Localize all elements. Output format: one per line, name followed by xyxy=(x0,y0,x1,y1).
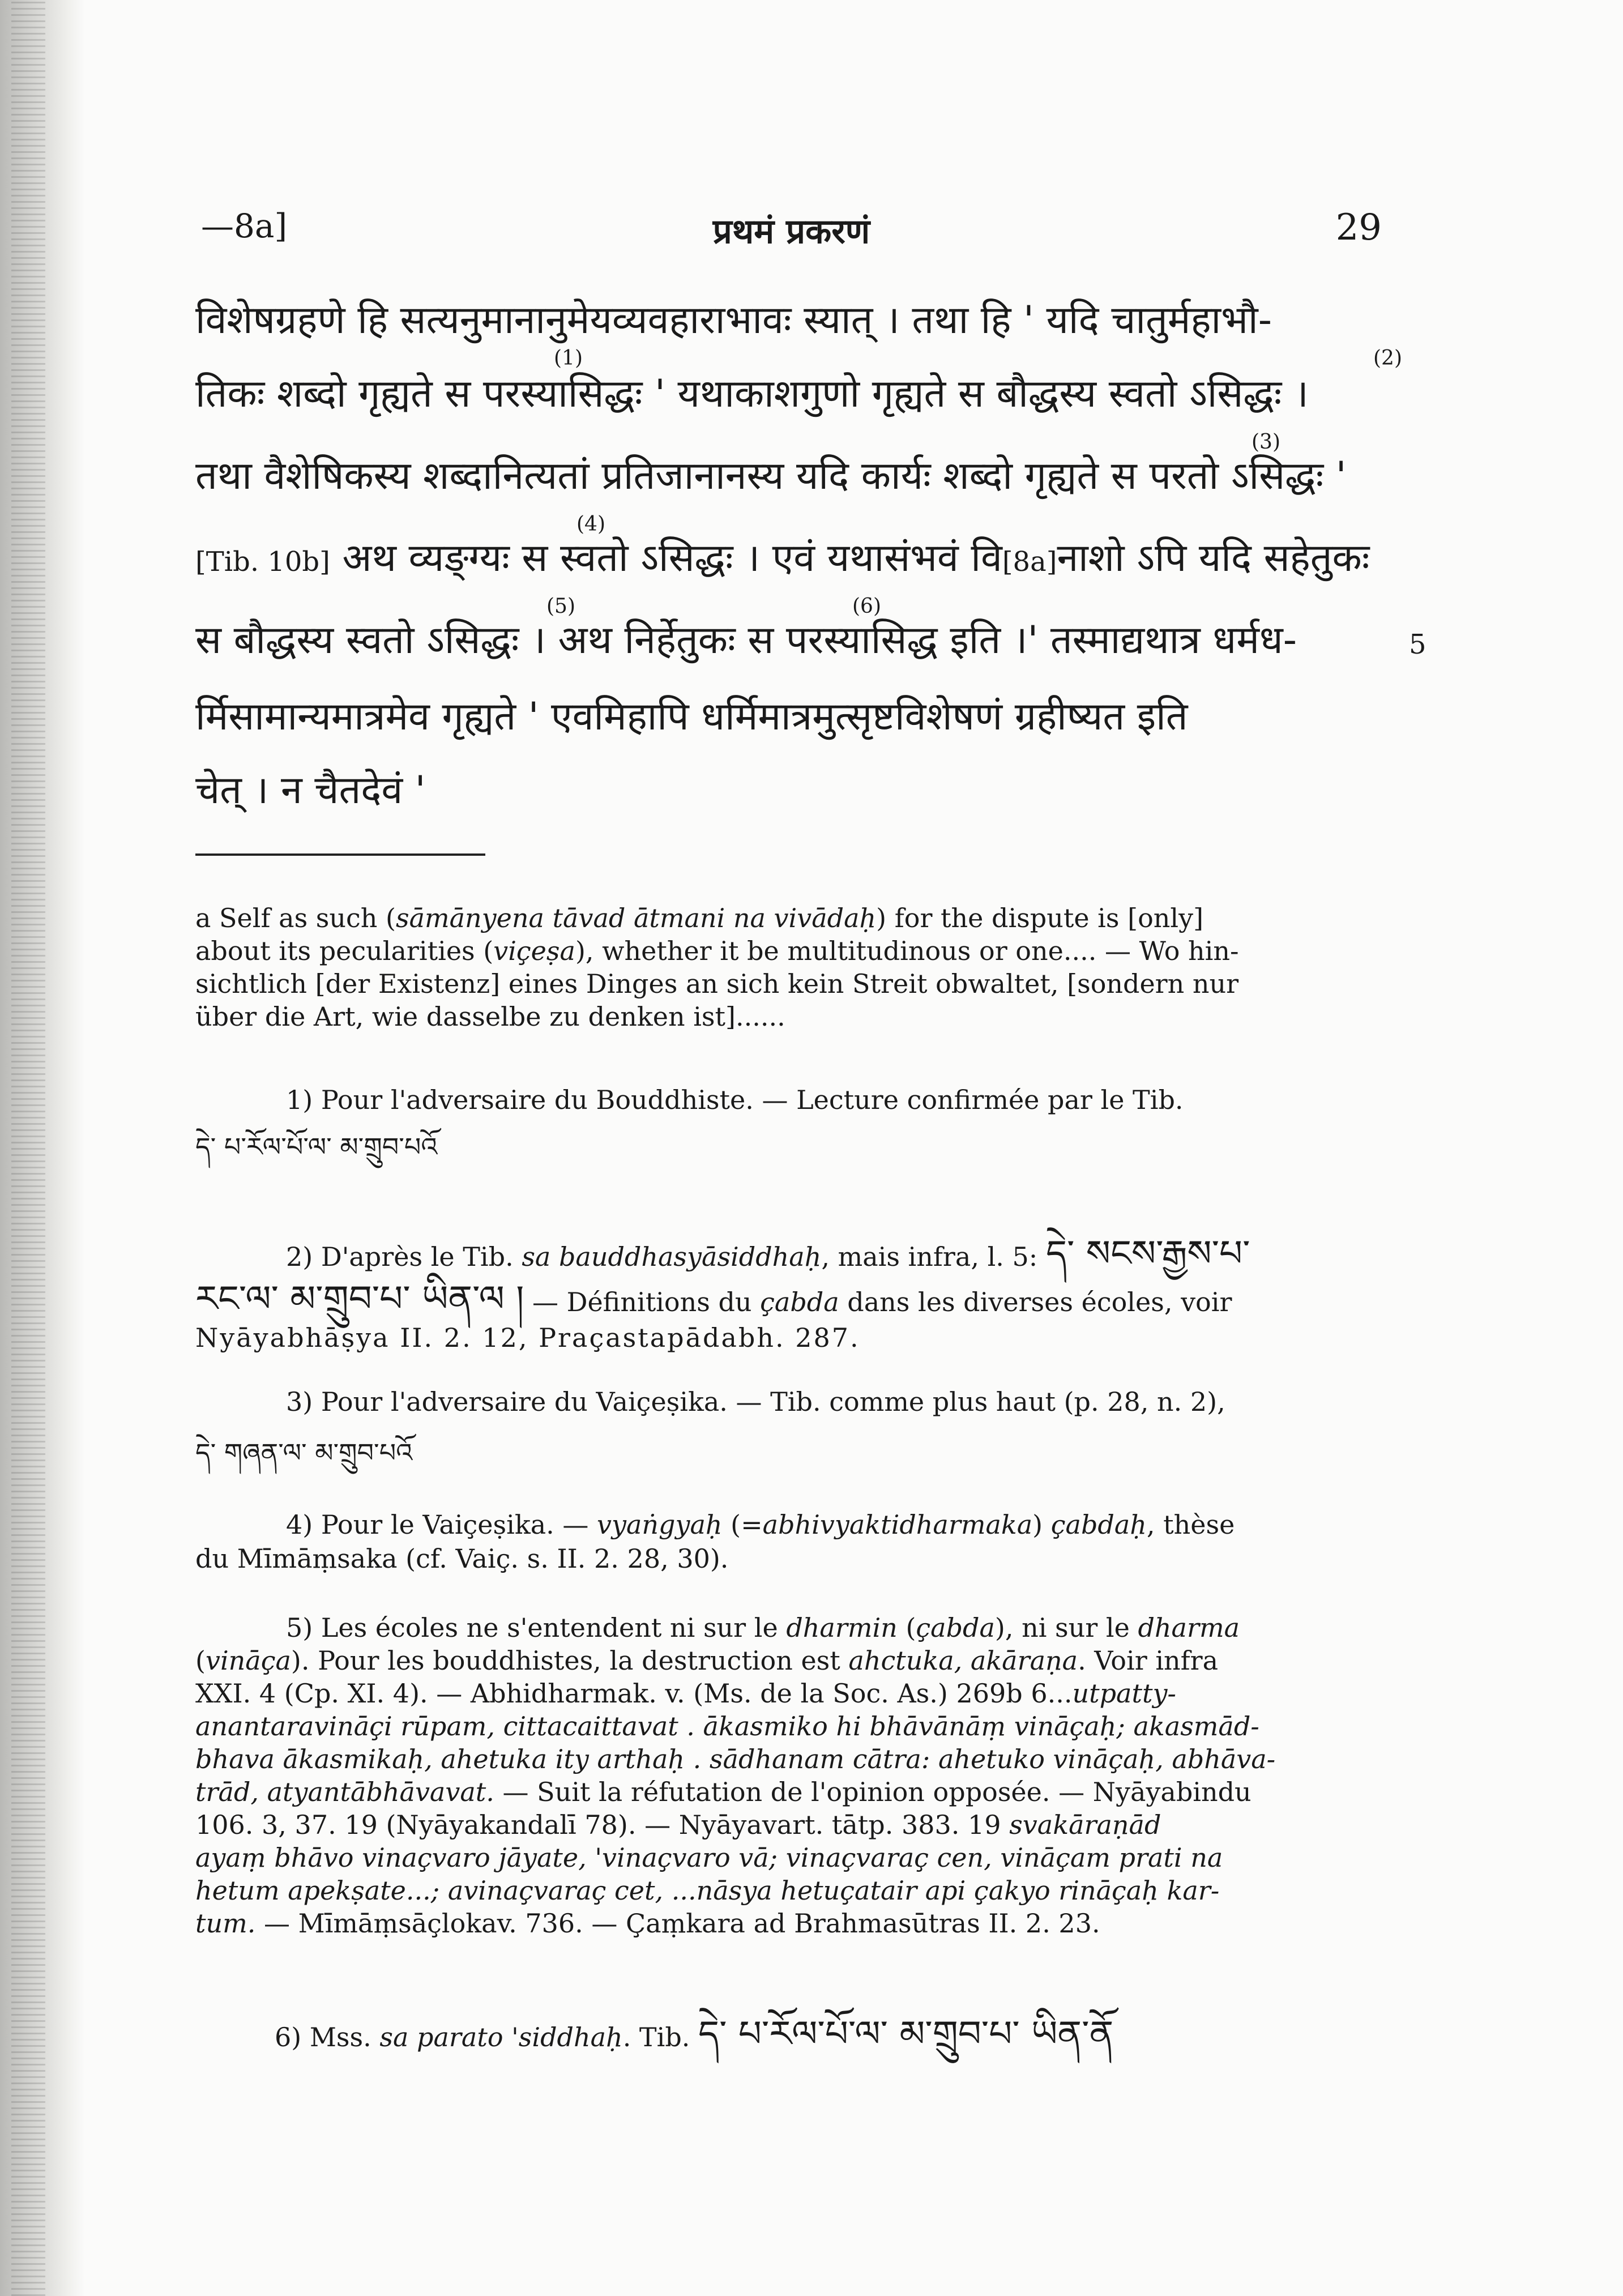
sanskrit-line: विशेषग्रहणे हि सत्यनुमानानुमेयव्यवहाराभावः स्यात् । तथा हि ' यदि चातुर्महाभौ- xyxy=(195,298,1272,343)
footnote-rule xyxy=(195,853,485,856)
footnote-ref-4: (4) xyxy=(576,513,605,536)
footnote-ref-1: (1) xyxy=(554,347,583,370)
footnote-ref-5: (5) xyxy=(546,595,575,618)
footnote-4: 4) Pour le Vaiçeṣika. — vyaṅgyaḥ (=abhivyaktidharmaka) çabdaḥ, thèse xyxy=(286,1509,1235,1540)
scan-gutter-shadow xyxy=(0,0,85,2296)
page-number: 29 xyxy=(1335,207,1382,249)
margin-line-number: 5 xyxy=(1409,629,1426,660)
footnote-4-line2: du Mīmāṃsaka (cf. Vaiç. s. II. 2. 28, 30). xyxy=(195,1543,729,1574)
footnote-2-line2: རང་ལ་ མ་གྲུབ་པ་ ཡིན་ལ ། — Définitions du çabda dans les diverses écoles, voir xyxy=(195,1278,1232,1320)
sanskrit-line: तिकः शब्दो गृह्यते स परस्यासिद्धः ' यथाकाशगुणो गृह्यते स बौद्धस्य स्वतो ऽसिद्धः । xyxy=(195,372,1309,416)
footnote-ref-2: (2) xyxy=(1373,347,1402,370)
sanskrit-line: तथा वैशेषिकस्य शब्दानित्यतां प्रतिजानानस्य यदि कार्यः शब्दो गृह्यते स परतो ऽसिद्धः ' xyxy=(195,454,1347,498)
footnote-ref-3: (3) xyxy=(1252,430,1280,454)
tibetan-folio-ref: [Tib. 10b] xyxy=(195,546,330,578)
sanskrit-line: [Tib. 10b] अथ व्यङ्ग्यः स स्वतो ऽसिद्धः । एवं यथासंभवं वि[8a]नाशो ऽपि यदि सहेतुकः xyxy=(195,536,1370,581)
footnote-3: 3) Pour l'adversaire du Vaiçeṣika. — Tib. comme plus haut (p. 28, n. 2), xyxy=(286,1386,1225,1417)
footnote-2: 2) D'après le Tib. sa bauddhasyāsiddhaḥ, mais infra, l. 5: དེ་ སངས་རྒྱས་པ་ xyxy=(286,1233,1250,1275)
footnote-2-line3: Nyāyabhāṣya II. 2. 12, Praçastapādabh. 287. xyxy=(195,1322,860,1353)
manuscript-folio-ref: [8a] xyxy=(1002,546,1057,578)
footnote-3-tibetan: དེ་ གཞན་ལ་ མ་གྲུབ་པའོ xyxy=(195,1437,413,1468)
footnote-continuation: a Self as such (sāmānyena tāvad ātmani na vivādaḥ) for the dispute is [only] about its pecularities (viçeṣa), whether it be multitudinous or one.... — Wo hin- sichtlich [der Existenz] eines Dinges an sich kein Streit obwaltet, [sondern nur über die Art, wie dasselbe zu denken ist]...... xyxy=(195,903,1239,1032)
sanskrit-line: चेत् । न चैतदेवं ' xyxy=(195,768,426,813)
header-section-ref: —8a] xyxy=(201,207,288,245)
sanskrit-line: र्मिसामान्यमात्रमेव गृह्यते ' एवमिहापि धर्मिमात्रमुत्सृष्टविशेषणं ग्रहीष्यत इति xyxy=(195,694,1188,739)
running-header xyxy=(201,207,1382,258)
footnote-5: 5) Les écoles ne s'entendent ni sur le dharmin (çabda), ni sur le dharma (vināça). Pour les bouddhistes, la destruction est ahctuka, akāraṇa. Voir infra XXI. 4 (Cp. XI. 4). — Abhidharmak. v. (Ms. de la Soc. As.) 269b 6...utpatty- anantaravināçi rūpam, cittacaittavat . ākasmiko hi bhāvānāṃ vināçaḥ; akasmād- bhava ākasmikaḥ, ahetuka ity arthaḥ . sādhanam cātra: ahetuko vināçaḥ, abhāva- trād, atyantābhāvavat. — Suit la réfutation de l'opinion opposée. — Nyāyabindu 106. 3, 37. 19 (Nyāyakandalī 78). — Nyāyavart. tātp. 383. 19 svakāraṇād ayaṃ bhāvo vinaçvaro jāyate, 'vinaçvaro vā; vinaçvaraç cen, vināçam prati na hetum apekṣate...; avinaçvaraç cet, ...nāsya hetuçatair api çakyo rināçaḥ kar- tum. — Mīmāṃsāçlokav. 736. — Çaṃkara ad Brahmasūtras II. 2. 23. xyxy=(195,1612,1276,1939)
footnote-ref-6: (6) xyxy=(852,595,881,618)
sanskrit-line: स बौद्धस्य स्वतो ऽसिद्धः । अथ निर्हेतुकः स परस्यासिद्ध इति ।' तस्माद्यथात्र धर्मध- xyxy=(195,618,1297,663)
footnote-6: 6) Mss. sa parato 'siddhaḥ. Tib. དེ་ པ་རོལ་པོ་ལ་ མ་གྲུབ་པ་ ཡིན་ནོ xyxy=(275,2013,1114,2055)
header-title: प्रथमं प्रकरणं xyxy=(712,212,870,251)
footnote-1-tibetan: དེ་ པ་རོལ་པོ་ལ་ མ་གྲུབ་པའོ xyxy=(195,1132,438,1162)
footnote-1: 1) Pour l'adversaire du Bouddhiste. — Lecture confirmée par le Tib. xyxy=(286,1085,1184,1115)
